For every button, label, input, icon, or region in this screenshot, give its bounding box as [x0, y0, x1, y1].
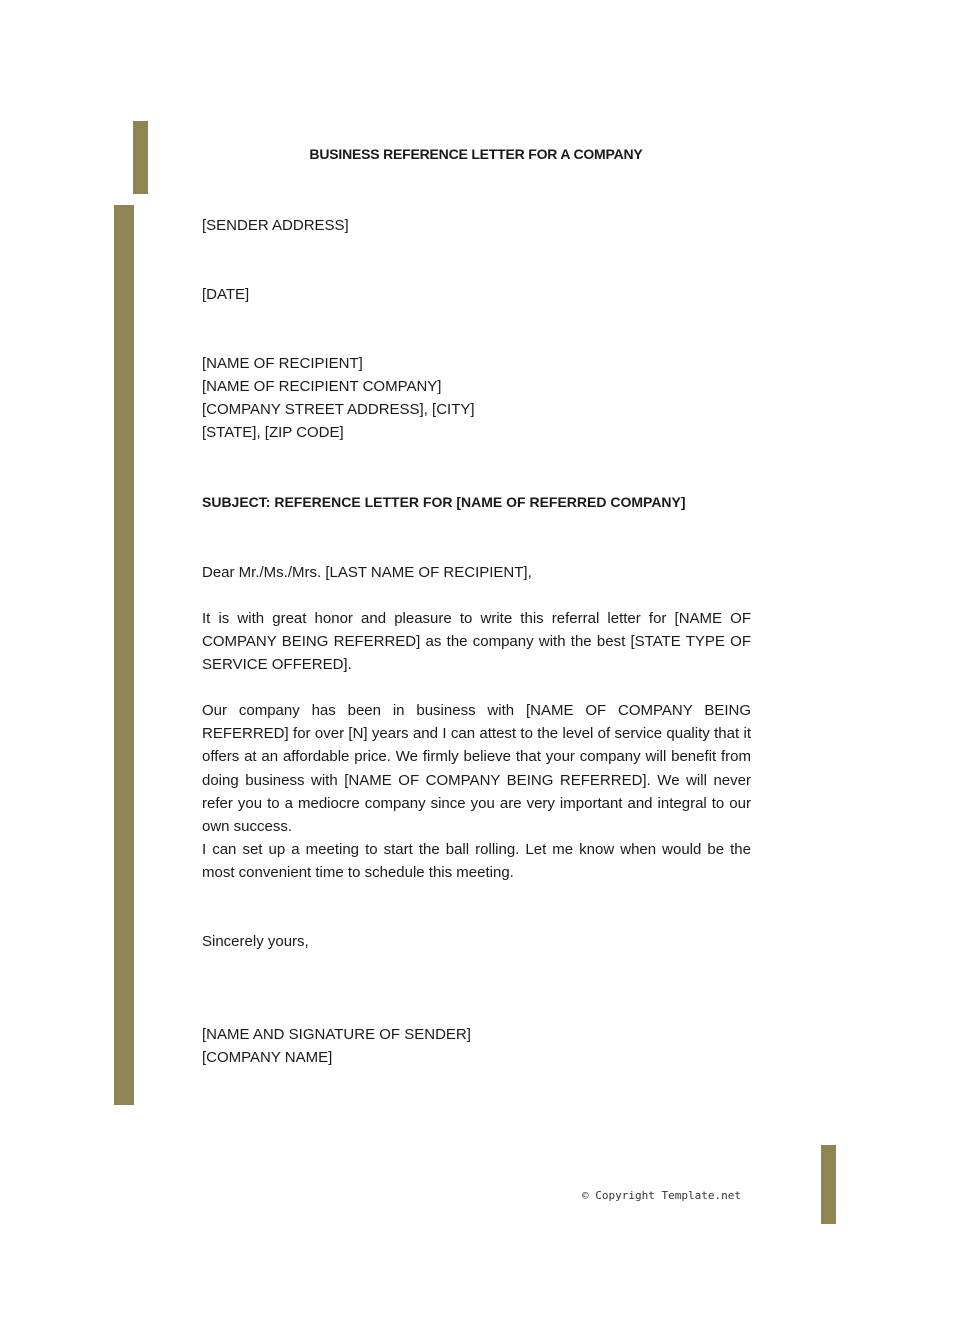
closing: Sincerely yours,: [202, 933, 309, 950]
decorative-bar-left: [114, 205, 134, 1105]
subject-line: SUBJECT: REFERENCE LETTER FOR [NAME OF REFERRED COMPANY]: [202, 494, 686, 510]
document-title: BUSINESS REFERENCE LETTER FOR A COMPANY: [309, 146, 643, 162]
salutation: Dear Mr./Ms./Mrs. [LAST NAME OF RECIPIENT],: [202, 564, 532, 581]
sender-signature: [NAME AND SIGNATURE OF SENDER]: [202, 1026, 471, 1043]
body-paragraph-2: Our company has been in business with [NAME OF COMPANY BEING REFERRED] for over [N] years and I can attest to the level of service quality that it offers at an affordable price. We firmly believe that your company will benefit from doing business with [NAME OF COMPANY BEING REFERRED]. We will never refer you to a mediocre company since you are very important and integral to our own success.: [202, 702, 751, 836]
copyright-notice: © Copyright Template.net: [582, 1189, 741, 1202]
sender-company-name: [COMPANY NAME]: [202, 1049, 333, 1066]
recipient-state-zip: [STATE], [ZIP CODE]: [202, 424, 344, 441]
sender-address: [SENDER ADDRESS]: [202, 217, 349, 234]
letter-date: [DATE]: [202, 286, 250, 303]
decorative-bar-top: [133, 121, 148, 194]
decorative-bar-bottom-right: [821, 1145, 836, 1224]
recipient-street-address: [COMPANY STREET ADDRESS], [CITY]: [202, 401, 475, 418]
recipient-name: [NAME OF RECIPIENT]: [202, 355, 363, 372]
body-paragraph-3: I can set up a meeting to start the ball rolling. Let me know when would be the most convenient time to schedule this meeting.: [202, 841, 751, 882]
body-paragraph-1: It is with great honor and pleasure to write this referral letter for [NAME OF COMPANY BEING REFERRED] as the company with the best [STATE TYPE OF SERVICE OFFERED].: [202, 610, 751, 674]
recipient-company: [NAME OF RECIPIENT COMPANY]: [202, 378, 442, 395]
